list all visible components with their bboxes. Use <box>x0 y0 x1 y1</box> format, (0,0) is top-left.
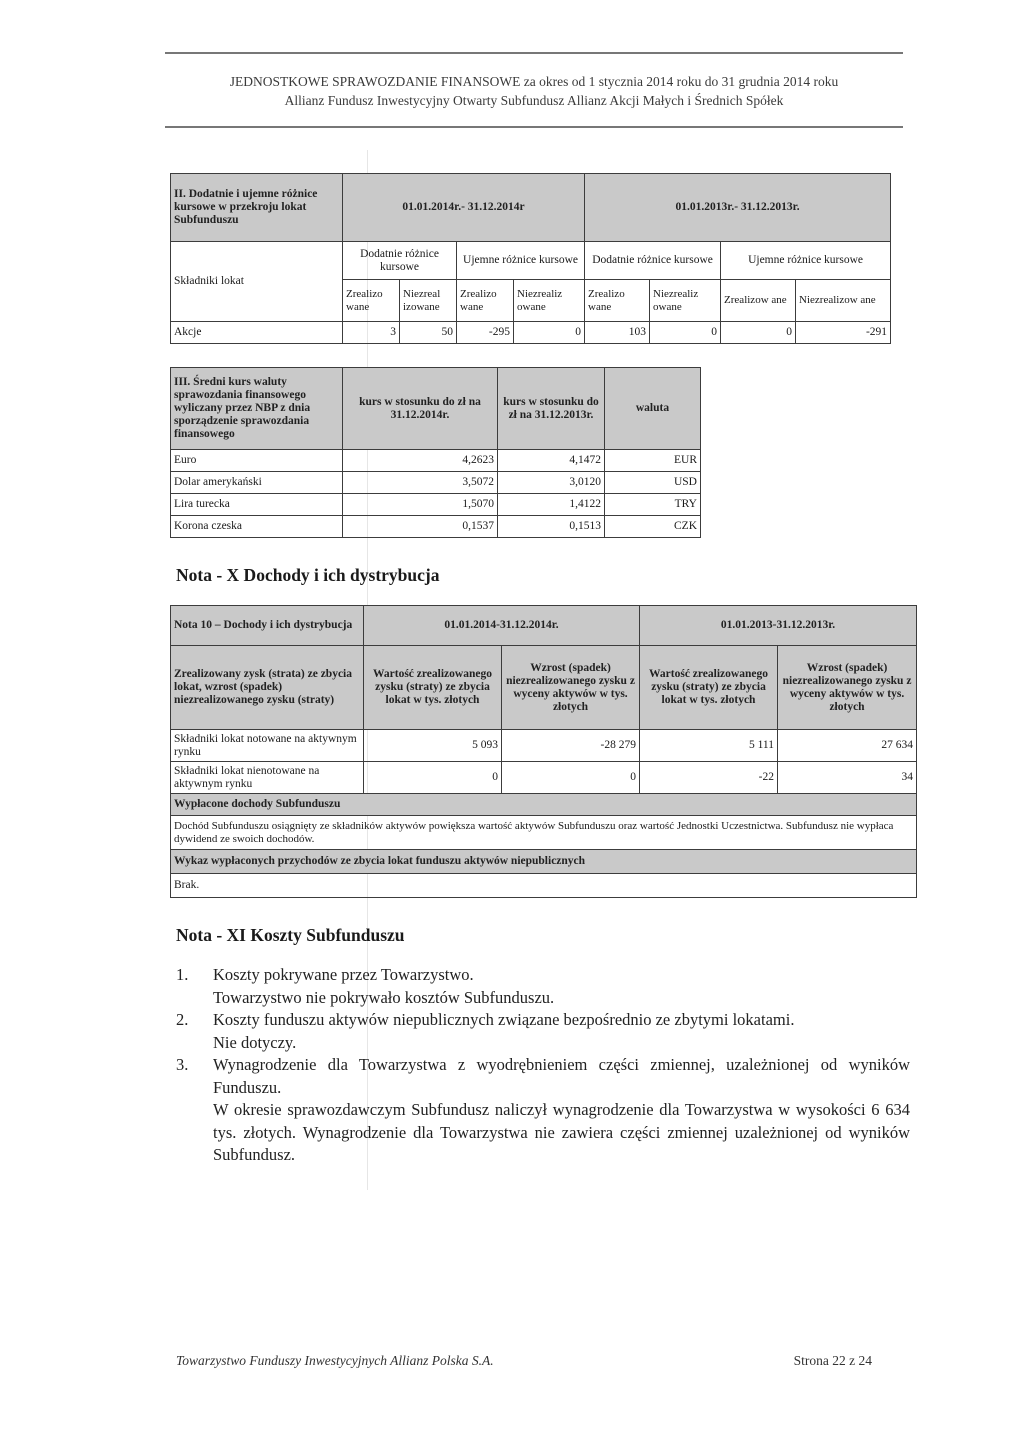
table3-col-2014: kurs w stosunku do zł na 31.12.2014r. <box>343 368 498 450</box>
table3-rate-2013: 3,0120 <box>498 472 605 494</box>
table10-paid-title: Wypłacone dochody Subfunduszu <box>171 794 917 816</box>
table3-title: III. Średni kurs waluty sprawozdania finansowego wyliczany przez NBP z dnia sporządzenie sprawozdania finansowego <box>171 368 343 450</box>
list-number: 2. <box>176 1010 189 1029</box>
table3-rate-2014: 1,5070 <box>343 494 498 516</box>
header-line-1: JEDNOSTKOWE SPRAWOZDANIE FINANSOWE za okres od 1 stycznia 2014 roku do 31 grudnia 2014 roku <box>229 74 839 89</box>
footer-page-number: Strona 22 z 24 <box>793 1353 872 1368</box>
table10-cell: 27 634 <box>778 730 917 762</box>
table10-cell: -22 <box>640 762 778 794</box>
list-item-heading: Wynagrodzenie dla Towarzystwa z wyodrębnieniem części zmiennej, uzależnionej od wyników Funduszu. <box>213 1055 910 1097</box>
list-item-detail: W okresie sprawozdawczym Subfundusz naliczył wynagrodzenie dla Towarzystwa w wysokości 6 634 tys. złotych. Wynagrodzenie dla Towarzystwa nie zawiera części zmiennej uzależnionej od wyników Subfundusz. <box>213 1100 910 1164</box>
table2-row-akcje-label: Akcje <box>171 322 343 344</box>
table2-sub-header: Niezreal izowane <box>400 280 457 322</box>
table3-row-name: Korona czeska <box>171 516 343 538</box>
table10-header-unrealized-2013: Wzrost (spadek) niezrealizowanego zysku z wyceny aktywów w tys. złotych <box>778 646 917 730</box>
table3-currency: TRY <box>605 494 701 516</box>
table2-period-2013: 01.01.2013r.- 31.12.2013r. <box>585 174 891 242</box>
table10-title: Nota 10 – Dochody i ich dystrybucja <box>171 606 364 646</box>
table10-cell: 34 <box>778 762 917 794</box>
table2-neg-header-2013: Ujemne różnice kursowe <box>721 242 891 280</box>
table3-row-name: Lira turecka <box>171 494 343 516</box>
table10-header-unrealized-2014: Wzrost (spadek) niezrealizowanego zysku z wyceny aktywów w tys. złotych <box>502 646 640 730</box>
list-item-detail: Nie dotyczy. <box>213 1032 297 1052</box>
fx-differences-table <box>170 173 891 344</box>
table2-sub-header: Zrealizo wane <box>457 280 514 322</box>
table10-period-2014: 01.01.2014-31.12.2014r. <box>364 606 640 646</box>
table2-title: II. Dodatnie i ujemne różnice kursowe w przekroju lokat Subfunduszu <box>171 174 343 242</box>
table2-cell: -291 <box>796 322 891 344</box>
table3-rate-2013: 0,1513 <box>498 516 605 538</box>
table2-sub-header: Zrealizo wane <box>585 280 650 322</box>
table3-rate-2014: 0,1537 <box>343 516 498 538</box>
table2-cell: 3 <box>343 322 400 344</box>
table2-cell: 50 <box>400 322 457 344</box>
footer-company: Towarzystwo Funduszy Inwestycyjnych Allianz Polska S.A. <box>176 1353 494 1368</box>
table2-sub-header: Zrealizow ane <box>721 280 796 322</box>
list-item <box>176 1009 910 1054</box>
table2-neg-header-2014: Ujemne różnice kursowe <box>457 242 585 280</box>
table3-row-name: Euro <box>171 450 343 472</box>
table2-cell: 0 <box>650 322 721 344</box>
table2-pos-header-2014: Dodatnie różnice kursowe <box>343 242 457 280</box>
table10-cell: 5 111 <box>640 730 778 762</box>
table3-rate-2013: 4,1472 <box>498 450 605 472</box>
table2-cell: 0 <box>721 322 796 344</box>
table10-cell: 0 <box>502 762 640 794</box>
list-item <box>176 964 910 1009</box>
table3-currency: EUR <box>605 450 701 472</box>
table3-col-currency: waluta <box>605 368 701 450</box>
table2-cell: 0 <box>514 322 585 344</box>
table10-row-label: Zrealizowany zysk (strata) ze zbycia lokat, wzrost (spadek) niezrealizowanego zysku (straty) <box>171 646 364 730</box>
table10-cell: -28 279 <box>502 730 640 762</box>
nota-x-title: Nota - X Dochody i ich dystrybucja <box>176 565 440 585</box>
report-header <box>165 72 903 110</box>
table3-rate-2014: 4,2623 <box>343 450 498 472</box>
header-top-rule <box>165 52 903 54</box>
table3-row-name: Dolar amerykański <box>171 472 343 494</box>
table2-sub-header: Zrealizo wane <box>343 280 400 322</box>
list-number: 1. <box>176 965 189 984</box>
costs-list <box>176 964 910 1167</box>
table10-paid-text: Dochód Subfunduszu osiągnięty ze składników aktywów powiększa wartość aktywów Subfunduszu oraz wartość Jednostki Uczestnictwa. Subfundusz nie wypłaca dywidend ze swoich dochodów. <box>171 816 917 850</box>
table10-nonpublic-text: Brak. <box>171 874 917 898</box>
table10-header-realized-2014: Wartość zrealizowanego zysku (straty) ze zbycia lokat w tys. złotych <box>364 646 502 730</box>
nota-xi-title: Nota - XI Koszty Subfunduszu <box>176 925 405 945</box>
table10-cell: 5 093 <box>364 730 502 762</box>
exchange-rate-table <box>170 367 701 538</box>
table2-sub-header: Niezrealizow ane <box>796 280 891 322</box>
table2-pos-header-2013: Dodatnie różnice kursowe <box>585 242 721 280</box>
table10-header-realized-2013: Wartość zrealizowanego zysku (straty) ze zbycia lokat w tys. złotych <box>640 646 778 730</box>
table10-row-label-listed: Składniki lokat notowane na aktywnym rynku <box>171 730 364 762</box>
list-item-detail: Towarzystwo nie pokrywało kosztów Subfunduszu. <box>213 987 555 1007</box>
income-table <box>170 605 917 898</box>
table2-row-label: Składniki lokat <box>171 242 343 322</box>
list-item-heading: Koszty funduszu aktywów niepublicznych związane bezpośrednio ze zbytymi lokatami. <box>213 1010 795 1029</box>
table3-rate-2013: 1,4122 <box>498 494 605 516</box>
table2-cell: -295 <box>457 322 514 344</box>
table2-sub-header: Niezrealiz owane <box>650 280 721 322</box>
table3-currency: CZK <box>605 516 701 538</box>
list-item <box>176 1054 910 1167</box>
list-item-heading: Koszty pokrywane przez Towarzystwo. <box>213 965 474 984</box>
header-line-2: Allianz Fundusz Inwestycyjny Otwarty Subfundusz Allianz Akcji Małych i Średnich Spółek <box>284 93 784 108</box>
table3-rate-2014: 3,5072 <box>343 472 498 494</box>
table10-cell: 0 <box>364 762 502 794</box>
header-bottom-rule <box>165 126 903 128</box>
table3-currency: USD <box>605 472 701 494</box>
table10-nonpublic-title: Wykaz wypłaconych przychodów ze zbycia lokat funduszu aktywów niepublicznych <box>171 850 917 874</box>
table2-cell: 103 <box>585 322 650 344</box>
table3-col-2013: kurs w stosunku do zł na 31.12.2013r. <box>498 368 605 450</box>
table2-period-2014: 01.01.2014r.- 31.12.2014r <box>343 174 585 242</box>
table10-row-label-unlisted: Składniki lokat nienotowane na aktywnym rynku <box>171 762 364 794</box>
table10-period-2013: 01.01.2013-31.12.2013r. <box>640 606 917 646</box>
list-number: 3. <box>176 1055 189 1074</box>
table2-sub-header: Niezrealiz owane <box>514 280 585 322</box>
